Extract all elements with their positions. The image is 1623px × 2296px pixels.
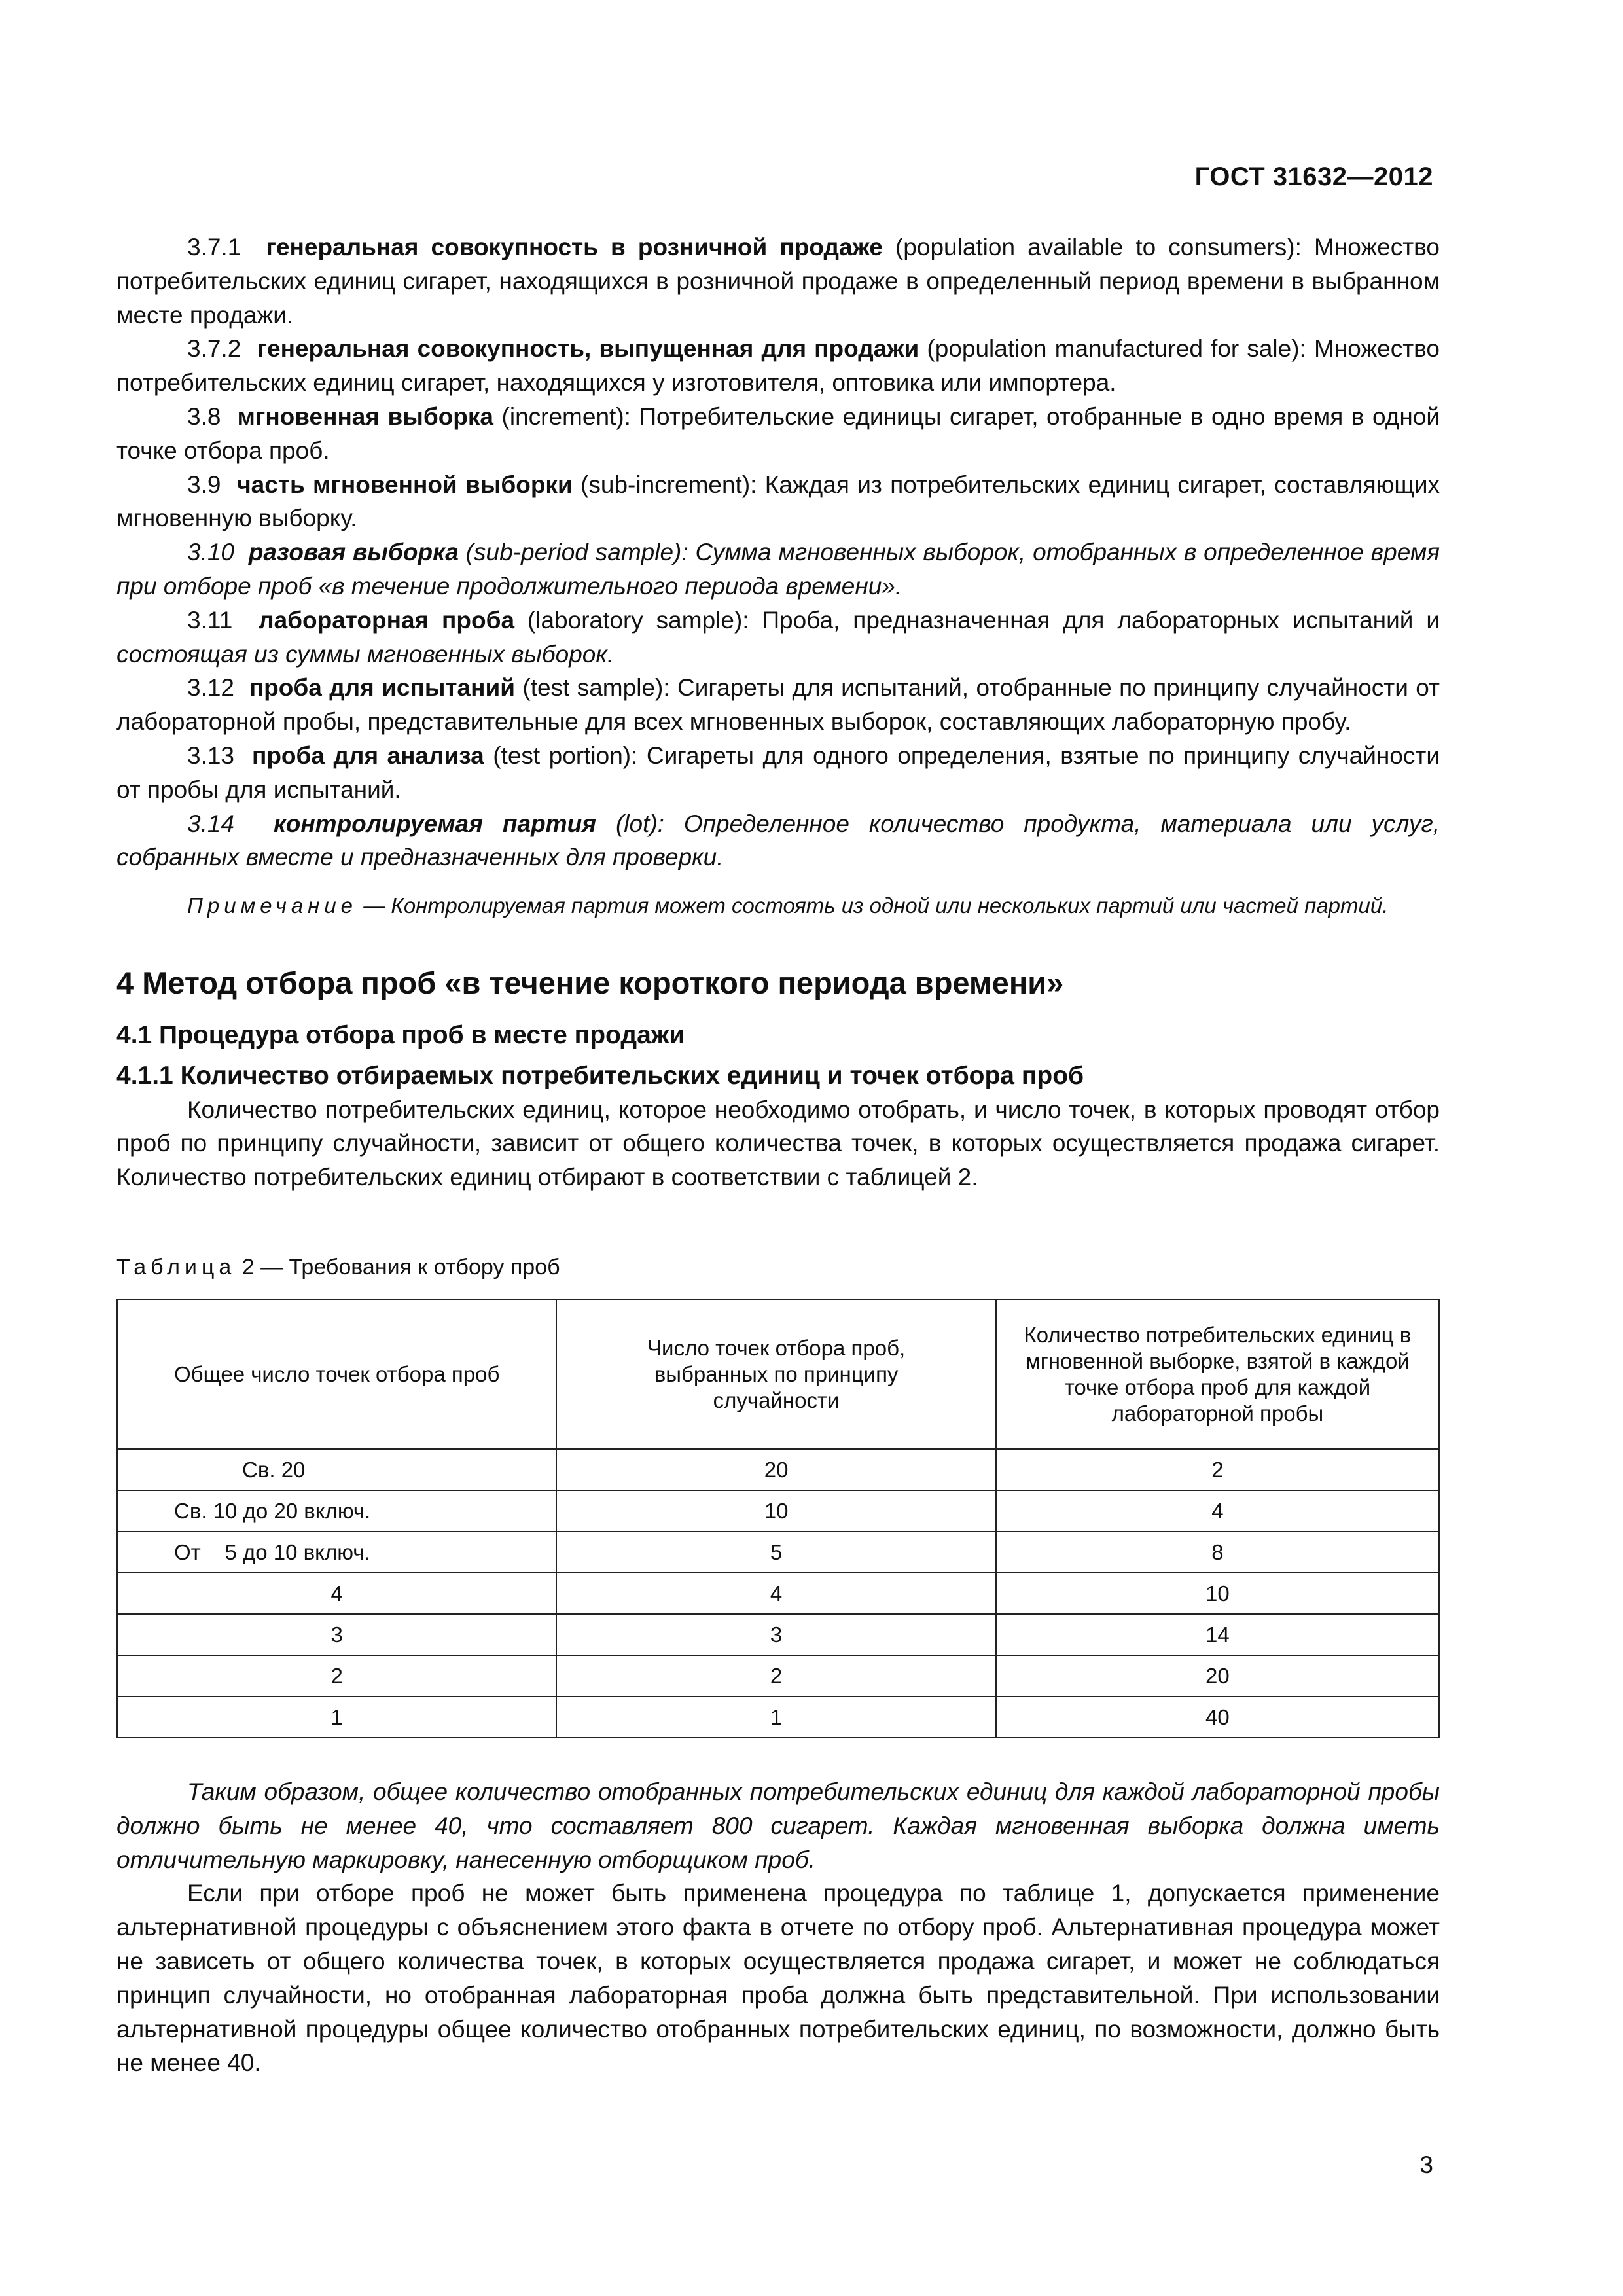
definition-term: лабораторная проба	[259, 606, 515, 634]
sampling-requirements-table	[116, 1299, 1440, 1738]
definition-3-14	[116, 807, 1440, 875]
definition-number: 3.9	[187, 471, 221, 498]
closing-paragraphs	[116, 1775, 1440, 2080]
document-code: ГОСТ 31632—2012	[1194, 162, 1433, 191]
table-row	[117, 1490, 1439, 1532]
note-text: — Контролируемая партия может состоять из одной или нескольких партий или частей партий.	[357, 893, 1389, 918]
table-cell: 10	[556, 1490, 995, 1532]
table-row	[117, 1696, 1439, 1738]
definition-text: (population available to consumers): Множество потребительских единиц сигарет, находящихся в розничной продаже в определенный период времени в выбранном месте продажи.	[116, 234, 1440, 329]
table-cell: 3	[117, 1614, 556, 1655]
table-cell: 4	[556, 1573, 995, 1614]
table-cell: 40	[996, 1696, 1439, 1738]
definition-3-8	[116, 400, 1440, 468]
table-cell	[117, 1490, 556, 1532]
definition-term: генеральная совокупность, выпущенная для продажи	[257, 335, 919, 363]
definition-3-10	[116, 535, 1440, 603]
definition-text: (laboratory sample): Проба, предназначенная для лабораторных испытаний и	[514, 606, 1440, 634]
alternative-procedure-paragraph: Если при отборе проб не может быть применена процедура по таблице 1, допускается применение альтернативной процедуры с объяснением этого факта в отчете по отбору проб. Альтернативная процедура может не зависеть от общего количества точек, в которых осуществляется продажа сигарет, и может не соблюдаться принцип случайности, но отобранная лабораторная проба должна быть представительной. При использовании альтернативной процедуры общее количество отобранных потребительских единиц, по возможности, должно быть не менее 40.	[116, 1880, 1440, 2077]
section-4-heading: 4 Метод отбора проб «в течение короткого периода времени»	[116, 965, 1064, 1001]
table-header-total-points: Общее число точек отбора проб	[117, 1300, 556, 1449]
definition-term: контролируемая партия	[273, 810, 596, 837]
definition-3-13	[116, 739, 1440, 807]
definition-text: (sub-period sample): Сумма мгновенных выборок, отобранных в определенное время при отборе проб «в течение продолжительного периода времени».	[116, 539, 1440, 600]
definitions-block	[116, 230, 1440, 1194]
table-caption	[116, 1255, 560, 1280]
table-cell: 8	[996, 1532, 1439, 1573]
subsection-4-1-1-heading: 4.1.1 Количество отбираемых потребительских единиц и точек отбора проб	[116, 1061, 1084, 1090]
summary-paragraph: Таким образом, общее количество отобранных потребительских единиц для каждой лабораторной пробы должно быть не менее 40, что составляет 800 сигарет. Каждая мгновенная выборка должна иметь отличительную маркировку, нанесенную отборщиком проб.	[116, 1778, 1440, 1873]
table-row	[117, 1532, 1439, 1573]
definition-text: (population manufactured for sale): Множество потребительских единиц сигарет, находящихся у изготовителя, оптовика или импортера.	[116, 335, 1440, 397]
table-cell: 1	[117, 1696, 556, 1738]
section-4-paragraph: Количество потребительских единиц, которое необходимо отобрать, и число точек, в которых проводят отбор проб по принципу случайности, зависит от общего количества точек, в которых осуществляется продажа сигарет. Количество потребительских единиц отбирают в соответствии с таблицей 2.	[116, 1096, 1440, 1191]
page-number: 3	[1419, 2151, 1433, 2178]
table-row	[117, 1573, 1439, 1614]
note	[116, 891, 1440, 920]
definition-3-11	[116, 603, 1440, 672]
note-label: Примечание	[187, 893, 358, 918]
table-header-row	[117, 1300, 1439, 1449]
definition-number: 3.10	[187, 539, 235, 566]
definition-text: (test sample): Сигареты для испытаний, отобранные по принципу случайности от лабораторной пробы, представительные для всех мгновенных выборок, составляющих лабораторную пробу.	[116, 674, 1440, 736]
table-cell-text: Св. 20	[242, 1457, 306, 1482]
definition-3-7-1	[116, 230, 1440, 332]
table-cell-text: От 5 до 10 включ.	[174, 1539, 370, 1564]
definition-text: (increment): Потребительские единицы сигарет, отобранные в одно время в одной точке отбора проб.	[116, 403, 1440, 464]
definition-3-12	[116, 671, 1440, 739]
definition-number: 3.12	[187, 674, 235, 702]
table-cell-text: Св. 10 до 20 включ.	[174, 1498, 371, 1523]
definition-text: (test portion): Сигареты для одного определения, взятые по принципу случайности от пробы для испытаний.	[116, 742, 1440, 803]
table-row	[117, 1614, 1439, 1655]
table-cell: 20	[996, 1655, 1439, 1696]
definition-text: (lot): Определенное количество продукта, материала или услуг, собранных вместе и предназначенных для проверки.	[116, 810, 1440, 871]
table-cell	[117, 1532, 556, 1573]
definition-text: (sub-increment): Каждая из потребительских единиц сигарет, составляющих мгновенную выборку.	[116, 471, 1440, 532]
definition-term: проба для анализа	[251, 742, 484, 769]
table-cell: 4	[996, 1490, 1439, 1532]
definition-term: часть мгновенной выборки	[237, 471, 573, 498]
definition-3-7-2	[116, 332, 1440, 400]
table-cell: 3	[556, 1614, 995, 1655]
table-cell: 4	[117, 1573, 556, 1614]
table-cell	[117, 1449, 556, 1490]
definition-number: 3.14	[187, 810, 235, 837]
table-header-random-points: Число точек отбора проб, выбранных по принципу случайности	[556, 1300, 995, 1449]
table-cell: 14	[996, 1614, 1439, 1655]
table-cell: 10	[996, 1573, 1439, 1614]
table-caption-label: Таблица	[116, 1255, 236, 1280]
table-cell: 1	[556, 1696, 995, 1738]
table-header-units-per-increment: Количество потребительских единиц в мгновенной выборке, взятой в каждой точке отбора проб для каждой лабораторной пробы	[996, 1300, 1439, 1449]
definition-3-9	[116, 468, 1440, 536]
definition-number: 3.7.1	[187, 234, 241, 260]
subsection-4-1-heading: 4.1 Процедура отбора проб в месте продажи	[116, 1020, 685, 1049]
table-cell: 2	[117, 1655, 556, 1696]
definition-number: 3.7.2	[187, 335, 241, 363]
table-cell: 20	[556, 1449, 995, 1490]
definition-term: генеральная совокупность в розничной продаже	[266, 234, 883, 260]
table-caption-text: 2 — Требования к отбору проб	[236, 1255, 560, 1280]
table-row	[117, 1655, 1439, 1696]
definition-number: 3.13	[187, 742, 235, 769]
table-cell: 2	[556, 1655, 995, 1696]
definition-term: мгновенная выборка	[237, 403, 493, 430]
definition-number: 3.11	[187, 606, 233, 634]
definition-number: 3.8	[187, 403, 221, 430]
table-cell: 2	[996, 1449, 1439, 1490]
definition-term: проба для испытаний	[249, 674, 515, 702]
table-row	[117, 1449, 1439, 1490]
definition-term: разовая выборка	[248, 539, 459, 566]
definition-text-italic: состоящая из суммы мгновенных выборок.	[116, 640, 615, 668]
table-cell: 5	[556, 1532, 995, 1573]
